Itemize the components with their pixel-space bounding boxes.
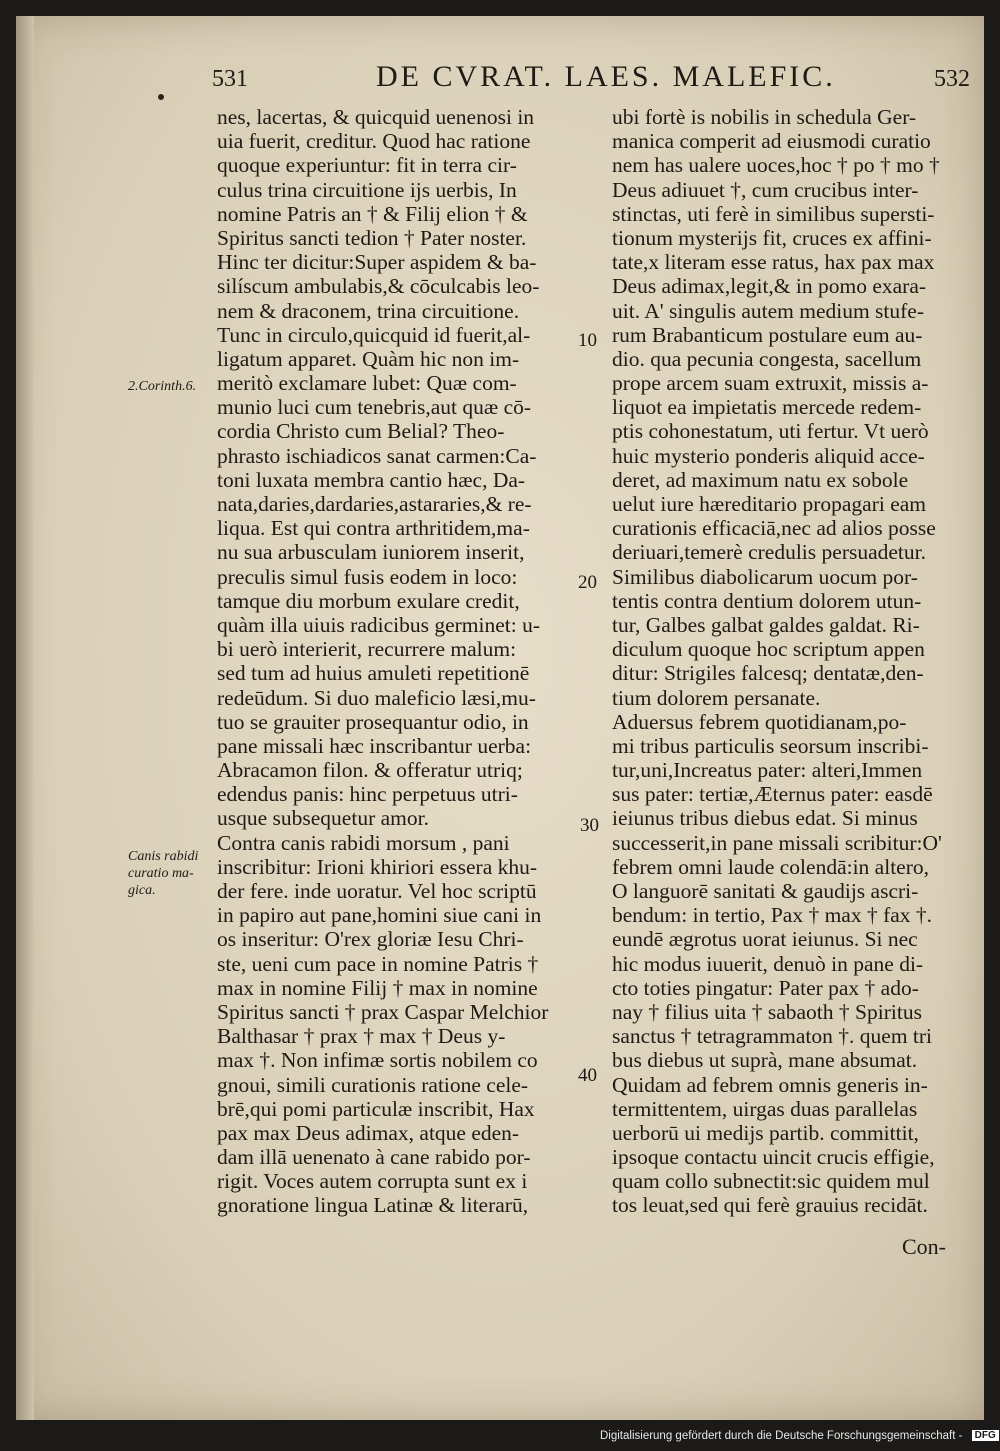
text-line: preculis simul fusis eodem in loco: bbox=[217, 564, 518, 589]
text-line: phrasto ischiadicos sanat carmen:Ca- bbox=[217, 443, 537, 468]
text-line: culus trina circuitione ijs uerbis, In bbox=[217, 177, 517, 202]
text-line: gnoratione lingua Latinæ & literarū, bbox=[217, 1193, 529, 1218]
text-line: ubi fortè is nobilis in schedula Ger- bbox=[612, 105, 917, 129]
text-line: deret, ad maximum natu ex sobole bbox=[612, 467, 909, 492]
text-line: nu sua arbusculam iuniorem inserit, bbox=[217, 540, 525, 565]
text-line: brē,qui pomi particulæ inscribit, Hax bbox=[217, 1096, 535, 1121]
text-line: ste, ueni cum pace in nomine Patris † bbox=[217, 951, 539, 976]
page-number-left: 531 bbox=[212, 66, 248, 92]
text-line: Contra canis rabidi morsum , pani bbox=[217, 830, 510, 855]
running-title: DE CVRAT. LAES. MALEFIC. bbox=[376, 60, 836, 93]
text-line: manica comperit ad eiusmodi curatio bbox=[612, 129, 931, 154]
text-line: Abracamon filon. & offeratur utriq; bbox=[217, 758, 523, 783]
text-line: sanctus † tetragrammaton †. quem tri bbox=[612, 1024, 933, 1049]
text-line: ptis cohonestatum, uti fertur. Vt uerò bbox=[612, 419, 929, 444]
text-line: mi tribus particulis seorsum inscribi- bbox=[612, 733, 929, 758]
text-line: stinctas, uti ferè in similibus supersti- bbox=[612, 201, 935, 226]
text-line: ipsoque contactu uincit crucis effigie, bbox=[612, 1145, 935, 1170]
text-line: Balthasar † prax † max † Deus y- bbox=[217, 1024, 506, 1049]
text-line: nay † filius uita † sabaoth † Spiritus bbox=[612, 999, 922, 1024]
text-line: bendum: in tertio, Pax † max † fax †. bbox=[612, 903, 933, 928]
margin-note-line: Canis rabidi bbox=[128, 849, 199, 864]
text-line: hic modus iuuerit, denuò in pane di- bbox=[612, 951, 924, 976]
line-number-20: 20 bbox=[578, 572, 597, 593]
text-line: Spiritus sancti † prax Caspar Melchior bbox=[217, 999, 549, 1024]
text-line: silíscum ambulabis,& cōculcabis leo- bbox=[217, 274, 540, 299]
text-line: uerborū ui medijs partib. committit, bbox=[612, 1120, 919, 1145]
text-line: uit. A' singulis autem medium stufe- bbox=[612, 298, 925, 323]
catchword: Con- bbox=[902, 1234, 946, 1259]
text-line: Quidam ad febrem omnis generis in- bbox=[612, 1072, 928, 1097]
text-line: tamque diu morbum exulare credit, bbox=[217, 588, 520, 613]
text-line: dio. qua pecunia congesta, sacellum bbox=[612, 346, 922, 371]
text-line: sus pater: tertiæ,Æternus pater: easdē bbox=[612, 782, 933, 807]
left-text-column bbox=[217, 105, 577, 1218]
text-line: max in nomine Filij † max in nomine bbox=[217, 975, 538, 1000]
text-line: gnoui, simili curationis ratione cele- bbox=[217, 1072, 529, 1097]
text-line: cto toties pingatur: Pater pax † ado- bbox=[612, 975, 919, 1000]
text-line: tium dolorem persanate. bbox=[612, 685, 821, 710]
margin-note-corinth: 2.Corinth.6. bbox=[128, 379, 197, 394]
margin-note-canis bbox=[128, 848, 198, 899]
text-line: quàm illa uiuis radicibus germinet: u- bbox=[217, 612, 541, 637]
text-line: rum Brabanticum postulare eum au- bbox=[612, 322, 923, 347]
text-line: usque subsequetur amor. bbox=[217, 806, 429, 831]
text-line: nomine Patris an † & Filij elion † & bbox=[217, 201, 528, 226]
text-line: os inseritur: O'rex gloriæ Iesu Chri- bbox=[217, 927, 524, 952]
text-line: nata,daries,dardaries,astararies,& re- bbox=[217, 492, 532, 516]
text-line: max †. Non infimæ sortis nobilem co bbox=[217, 1048, 538, 1073]
text-line: Deus adimax,legit,& in pomo exara- bbox=[612, 274, 927, 299]
text-line: febrem omni laude colendā:in altero, bbox=[612, 854, 929, 879]
text-line: tos leuat,sed qui ferè grauius recidāt. bbox=[612, 1193, 928, 1218]
running-header bbox=[180, 60, 980, 100]
text-line: Similibus diabolicarum uocum por- bbox=[612, 564, 918, 589]
text-line: in papiro aut pane,homini siue cani in bbox=[217, 903, 542, 928]
text-line: diculum quoque hoc scriptum appen bbox=[612, 637, 925, 662]
text-line: tuo se grauiter prosequantur odio, in bbox=[217, 709, 529, 734]
margin-note-line: gica. bbox=[128, 883, 156, 898]
text-line: dam illā uenenato à cane rabido por- bbox=[217, 1145, 531, 1170]
text-line: uia fuerit, creditur. Quod hac ratione bbox=[217, 129, 531, 154]
text-line: Aduersus febrem quotidianam,po- bbox=[612, 709, 907, 734]
text-line: bus diebus ut suprà, mane absumat. bbox=[612, 1048, 918, 1073]
text-line: pane missali hæc inscribantur uerba: bbox=[217, 733, 532, 758]
text-line: tionum mysterijs fit, cruces ex affini- bbox=[612, 225, 932, 250]
dfg-logo: DFG bbox=[972, 1430, 999, 1441]
line-number-40: 40 bbox=[578, 1065, 597, 1086]
text-line: nem has ualere uoces,hoc † po † mo † bbox=[612, 153, 940, 178]
text-line: tur, Galbes galbat galdes galdat. Ri- bbox=[612, 612, 920, 637]
text-line: meritò exclamare lubet: Quæ com- bbox=[217, 371, 517, 396]
text-line: quam collo subnectit:sic quidem mul bbox=[612, 1169, 930, 1194]
footer-credit-text: Digitalisierung gefördert durch die Deutsche Forschungsgemeinschaft - bbox=[600, 1430, 963, 1442]
text-line: nes, lacertas, & quicquid uenenosi in bbox=[217, 105, 535, 129]
text-line: Tunc in circulo,quicquid id fuerit,al- bbox=[217, 322, 531, 347]
digitization-footer bbox=[600, 1430, 999, 1448]
text-line: toni luxata membra cantio hæc, Da- bbox=[217, 467, 526, 492]
text-line: sed tum ad huius amuleti repetitionē bbox=[217, 661, 530, 686]
text-line: ieiunus tribus diebus edat. Si minus bbox=[612, 806, 918, 831]
text-line: ditur: Strigiles falcesq; dentatæ,den- bbox=[612, 661, 924, 686]
text-line: tur,uni,Increatus pater: alteri,Immen bbox=[612, 758, 923, 783]
line-number-30: 30 bbox=[580, 815, 599, 836]
text-line: quoque experiuntur: fit in terra cir- bbox=[217, 153, 517, 178]
margin-note-line: curatio ma- bbox=[128, 866, 194, 881]
page-number-right: 532 bbox=[934, 66, 970, 92]
text-line: liqua. Est qui contra arthritidem,ma- bbox=[217, 516, 530, 541]
text-line: termittentem, uirgas duas parallelas bbox=[612, 1096, 918, 1121]
text-line: ligatum apparet. Quàm hic non im- bbox=[217, 346, 520, 371]
text-line: prope arcem suam extruxit, missis a- bbox=[612, 371, 929, 396]
text-line: tate,x literam esse ratus, hax pax max bbox=[612, 250, 935, 275]
text-line: munio luci cum tenebris,aut quæ cō- bbox=[217, 395, 532, 420]
text-line: Hinc ter dicitur:Super aspidem & ba- bbox=[217, 250, 537, 275]
text-line: bi uerò interierit, recurrere malum: bbox=[217, 637, 517, 662]
text-line: uelut iure hæreditario propagari eam bbox=[612, 492, 927, 516]
text-line: Deus adiuuet †, cum crucibus inter- bbox=[612, 177, 919, 202]
text-line: liquot ea impietatis mercede redem- bbox=[612, 395, 922, 420]
line-number-10: 10 bbox=[578, 330, 597, 351]
text-line: nem & draconem, trina circuitione. bbox=[217, 298, 520, 323]
text-line: cordia Christo cum Belial? Theo- bbox=[217, 419, 505, 444]
text-line: Spiritus sancti tedion † Pater noster. bbox=[217, 225, 527, 250]
text-line: rigit. Voces autem corrupta sunt ex i bbox=[217, 1169, 528, 1194]
text-line: der fere. inde uoratur. Vel hoc scriptū bbox=[217, 879, 537, 903]
text-line: redeūdum. Si duo maleficio læsi,mu- bbox=[217, 685, 536, 710]
ornament-dot bbox=[158, 94, 164, 100]
text-line: tentis contra dentium dolorem utun- bbox=[612, 588, 922, 613]
text-line: inscribitur: Irioni khiriori essera khu- bbox=[217, 854, 538, 879]
text-line: huic mysterio ponderis aliquid acce- bbox=[612, 443, 925, 468]
text-line: curationis efficaciā,nec ad alios posse bbox=[612, 516, 936, 541]
text-line: successerit,in pane missali scribitur:O' bbox=[612, 830, 942, 855]
text-line: eundē ægrotus uorat ieiunus. Si nec bbox=[612, 927, 918, 952]
text-line: edendus panis: hinc perpetuus utri- bbox=[217, 782, 518, 807]
text-line: O languorē sanitati & gaudijs ascri- bbox=[612, 879, 919, 903]
right-text-column bbox=[612, 105, 972, 1218]
text-line: deriuari,temerè credulis persuadetur. bbox=[612, 540, 926, 565]
text-line: pax max Deus adimax, atque eden- bbox=[217, 1120, 520, 1145]
page-spine-shadow bbox=[16, 16, 34, 1420]
